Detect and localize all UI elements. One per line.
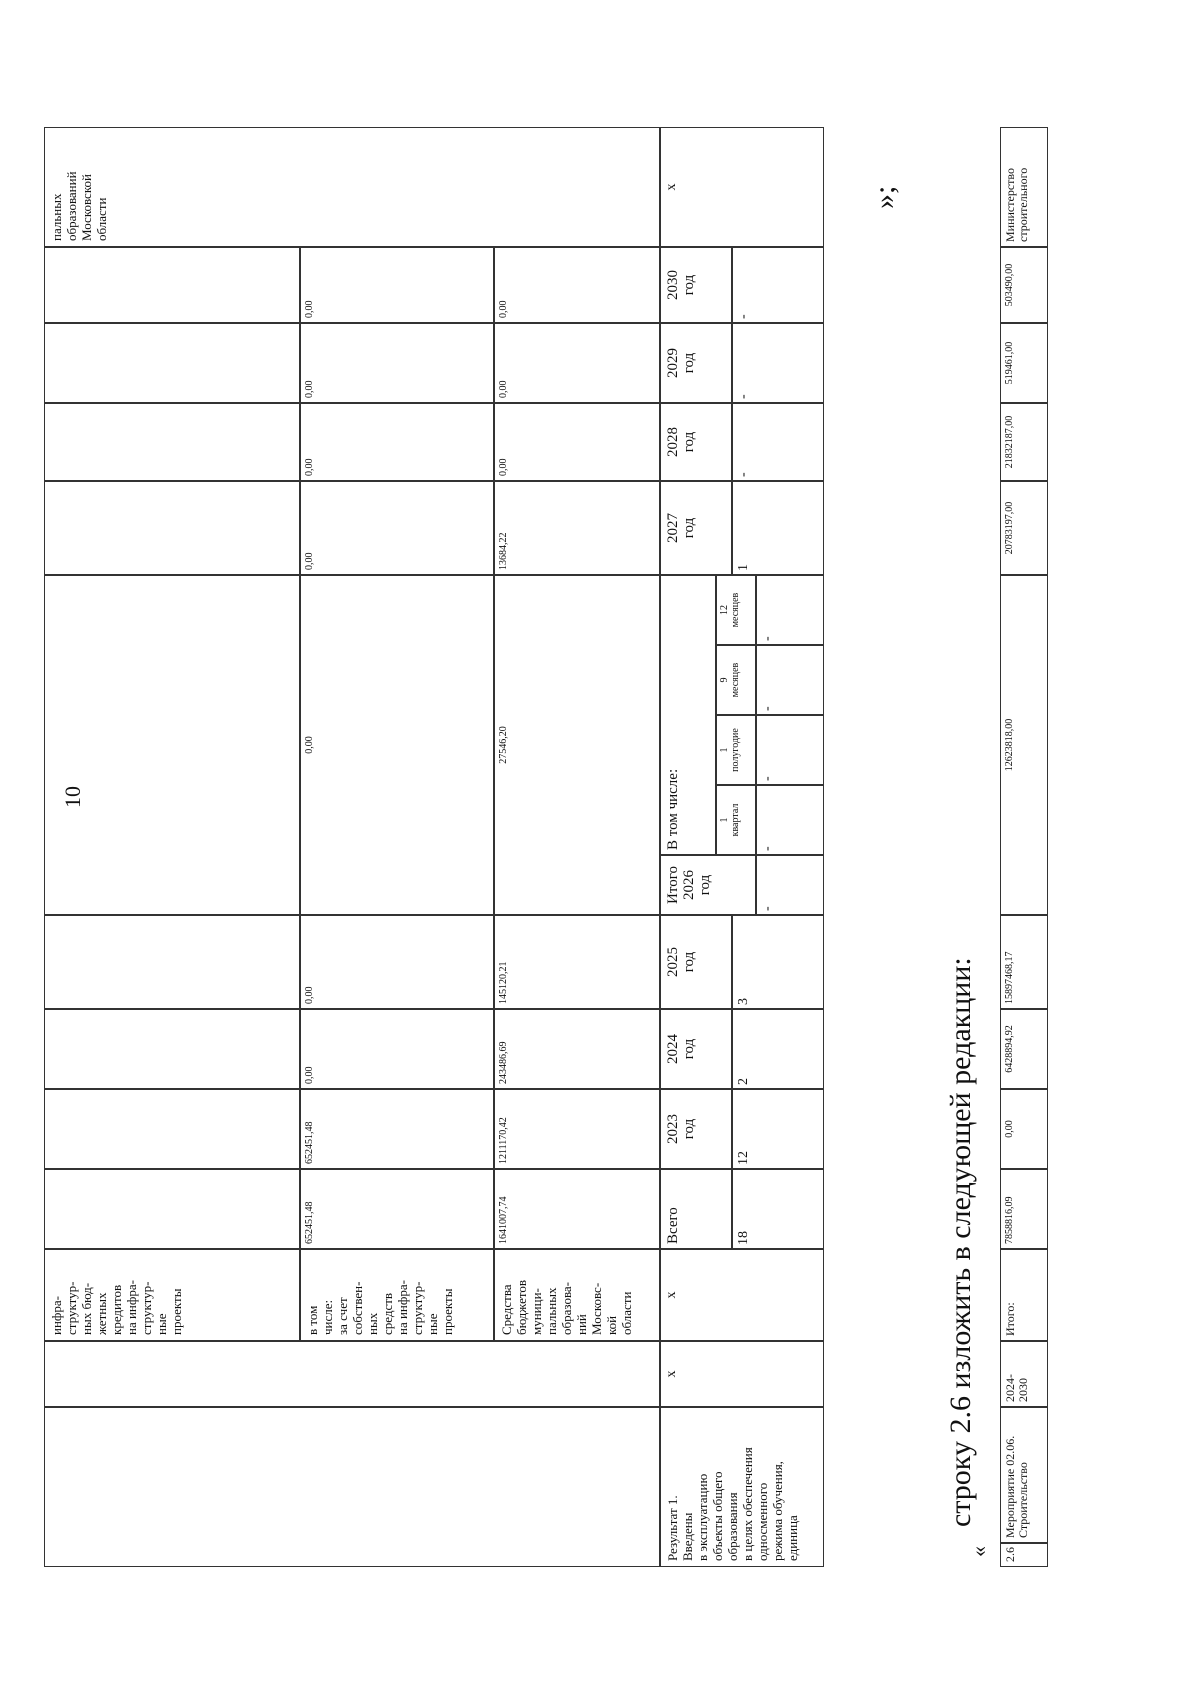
result-value-12m: - [756, 575, 824, 645]
municipal-2027: 13684,22 [494, 481, 660, 575]
municipal-2028: 0,00 [494, 403, 660, 481]
result-value-2025: 3 [732, 915, 824, 1009]
result-header-9m: 9 месяцев [716, 645, 756, 715]
infra-credits-value-cell [44, 323, 300, 403]
continued-period-cell [44, 1341, 660, 1407]
responsible-institution-note: пальных образований Московской области [44, 127, 660, 247]
own-funds-2027: 0,00 [300, 481, 494, 575]
infra-credits-value-cell [44, 575, 300, 915]
row-2-6-2030: 503490,00 [1000, 247, 1048, 323]
infra-credits-value-cell [44, 247, 300, 323]
result-value-2023: 12 [732, 1089, 824, 1169]
result-value-total: 18 [732, 1169, 824, 1249]
own-funds-2023: 652451,48 [300, 1089, 494, 1169]
own-funds-2026: 0,00 [300, 575, 494, 915]
own-funds-2028: 0,00 [300, 403, 494, 481]
result-value-2029: - [732, 323, 824, 403]
result-value-total-2026: - [756, 855, 824, 915]
own-funds-2024: 0,00 [300, 1009, 494, 1089]
row-2-6-2028: 21832187,00 [1000, 403, 1048, 481]
source-own-funds: в том числе: за счет собствен- ных средств на инфра- структур- ные проекты [300, 1249, 494, 1341]
municipal-total: 1641007,74 [494, 1169, 660, 1249]
result-header-q1: 1 квартал [716, 785, 756, 855]
result-header-2023: 2023 год [660, 1089, 732, 1169]
result-header-2025: 2025 год [660, 915, 732, 1009]
source-infra-credits: инфра- структур- ных бюд- жетных кредитов на инфра- структур- ные проекты [44, 1249, 300, 1341]
result-header-2030: 2030 год [660, 247, 732, 323]
result-header-h1: 1 полугодие [716, 715, 756, 785]
row-2-6-executor: Министерство строительного [1000, 127, 1048, 247]
result-header-2028: 2028 год [660, 403, 732, 481]
result-header-2027: 2027 год [660, 481, 732, 575]
result-header-12m: 12 месяцев [716, 575, 756, 645]
infra-credits-value-cell [44, 403, 300, 481]
continued-table [44, 127, 824, 1567]
amendment-caption: строку 2.6 изложить в следующей редакции: [944, 957, 977, 1527]
result-header-2029: 2029 год [660, 323, 732, 403]
own-funds-2025: 0,00 [300, 915, 494, 1009]
infra-credits-value-cell [44, 1169, 300, 1249]
result-value-2024: 2 [732, 1009, 824, 1089]
result-value-2028: - [732, 403, 824, 481]
municipal-2026: 27546,20 [494, 575, 660, 915]
page-number: 10 [60, 786, 85, 808]
row-2-6-2027: 20783197,00 [1000, 481, 1048, 575]
row-2-6-2023: 0,00 [1000, 1089, 1048, 1169]
municipal-2025: 145120,21 [494, 915, 660, 1009]
result-header-total: Всего [660, 1169, 732, 1249]
opening-quote: « [966, 1546, 991, 1557]
row-2-6-total: 7858816,09 [1000, 1169, 1048, 1249]
municipal-2029: 0,00 [494, 323, 660, 403]
rotated-page [0, 97, 1200, 1697]
infra-credits-value-cell [44, 481, 300, 575]
own-funds-2030: 0,00 [300, 247, 494, 323]
result-header-including: В том числе: [660, 575, 716, 855]
own-funds-total: 652451,48 [300, 1169, 494, 1249]
infra-credits-value-cell [44, 1009, 300, 1089]
result-value-q1: - [756, 785, 824, 855]
result-value-9m: - [756, 645, 824, 715]
row-2-6-2029: 519461,00 [1000, 323, 1048, 403]
closing-quote: »; [868, 185, 901, 209]
row-2-6-period: 2024- 2030 [1000, 1341, 1048, 1407]
row-2-6-name: Мероприятие 02.06. Строительство [1000, 1407, 1048, 1543]
municipal-2023: 1211170,42 [494, 1089, 660, 1169]
result-value-2030: - [732, 247, 824, 323]
municipal-2030: 0,00 [494, 247, 660, 323]
result-header-total-2026: Итого 2026 год [660, 855, 756, 915]
infra-credits-value-cell [44, 1089, 300, 1169]
result-value-h1: - [756, 715, 824, 785]
row-2-6-2025: 15897468,17 [1000, 915, 1048, 1009]
row-2-6-table [1000, 127, 1048, 1567]
municipal-2024: 243486,69 [494, 1009, 660, 1089]
continued-name-cell [44, 1407, 660, 1567]
row-2-6-2026: 12623818,00 [1000, 575, 1048, 915]
row-2-6-number: 2.6 [1000, 1543, 1048, 1567]
result-name: Результат 1. Введены в эксплуатацию объекты общего образования в целях обеспечения односменного режима обучения, единица [660, 1407, 824, 1567]
result-source-x: x [660, 1249, 824, 1341]
own-funds-2029: 0,00 [300, 323, 494, 403]
row-2-6-label: Итого: [1000, 1249, 1048, 1341]
infra-credits-value-cell [44, 915, 300, 1009]
result-institution-x: x [660, 127, 824, 247]
row-2-6-2024: 6428894,92 [1000, 1009, 1048, 1089]
result-period-x: x [660, 1341, 824, 1407]
result-value-2027: 1 [732, 481, 824, 575]
result-header-2024: 2024 год [660, 1009, 732, 1089]
source-municipal-budgets: Средства бюджетов муници- пальных образова- ний Московс- кой области [494, 1249, 660, 1341]
